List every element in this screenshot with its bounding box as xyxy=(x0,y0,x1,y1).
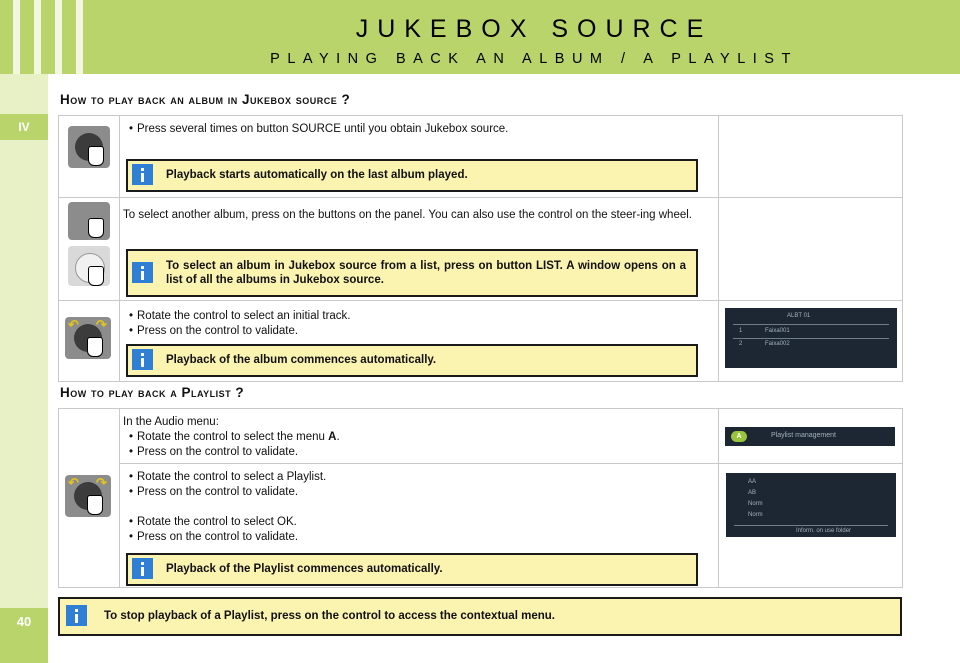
table-row xyxy=(120,409,902,463)
info-icon xyxy=(132,349,153,370)
page-subtitle: PLAYING BACK AN ALBUM / A PLAYLIST xyxy=(270,51,798,67)
menu-label: Playlist management xyxy=(771,432,836,439)
source-button-icon xyxy=(68,126,110,168)
rotary-control-icon xyxy=(65,317,111,359)
screen-item-number: 2 xyxy=(739,341,743,347)
info-icon xyxy=(132,558,153,579)
menu-badge: A xyxy=(731,431,747,442)
rotate-right-arrow-icon: ↷ xyxy=(96,475,107,490)
page-header xyxy=(108,0,960,74)
step-text: To select another album, press on the buttons on the panel. You can also use the control on the steer-ing wheel. xyxy=(123,209,692,221)
column-divider xyxy=(718,301,719,382)
screen-title: ALBT 01 xyxy=(787,313,811,319)
table-row xyxy=(59,300,902,382)
step-text xyxy=(123,122,713,137)
bullet-item xyxy=(123,430,713,445)
stripe xyxy=(34,0,41,74)
info-text: Playback starts automatically on the last album played. xyxy=(166,169,468,181)
icon-cell xyxy=(59,409,120,587)
section-heading-playlist: How to play back a Playlist ? xyxy=(60,385,245,400)
steering-control-icon xyxy=(68,246,110,286)
table-row xyxy=(59,116,902,197)
screen-footer-text: Inform. on use folder xyxy=(796,528,852,534)
screen-item: Norm xyxy=(748,501,763,507)
section-heading-album: How to play back an album in Jukebox source ? xyxy=(60,92,351,107)
hand-press-icon xyxy=(87,495,103,515)
bullet-item: • Rotate the control to select OK. xyxy=(123,515,713,530)
info-text: Playback of the Playlist commences automatically. xyxy=(166,563,443,575)
screen-item-number: 1 xyxy=(739,328,743,334)
playlist-table xyxy=(58,408,903,588)
page-number-tab xyxy=(0,608,48,663)
rotate-left-arrow-icon: ↶ xyxy=(68,317,79,332)
intro-text: In the Audio menu: xyxy=(123,416,219,428)
bullet-text: Rotate the control to select the menu xyxy=(137,431,329,443)
bullet-item: • Press on the control to validate. xyxy=(123,445,713,460)
hand-press-icon xyxy=(88,266,104,286)
spacer xyxy=(123,500,713,515)
screen-item: Faixa002 xyxy=(765,341,790,347)
stripe-decoration xyxy=(0,0,108,74)
step-text xyxy=(123,470,713,545)
info-box xyxy=(126,159,698,192)
hand-press-icon xyxy=(88,146,104,166)
bullet-item: • Press on the control to validate. xyxy=(123,485,713,500)
stripe xyxy=(55,0,62,74)
bullet-item: • Press several times on button SOURCE until you obtain Jukebox source. xyxy=(123,122,713,137)
screen-divider xyxy=(733,338,889,339)
icon-cell xyxy=(59,301,120,382)
bullet-item: • Press on the control to validate. xyxy=(123,530,713,545)
screen-item: AB xyxy=(748,490,757,496)
chapter-tab xyxy=(0,114,48,140)
info-icon xyxy=(132,262,153,283)
panel-buttons-icon xyxy=(68,202,110,240)
bullet-item: • Rotate the control to select an initial track. xyxy=(123,309,713,324)
page-title: JUKEBOX SOURCE xyxy=(355,15,713,43)
screen-item: AA xyxy=(748,479,757,485)
info-icon xyxy=(132,164,153,185)
chapter-label: IV xyxy=(18,120,30,134)
table-row xyxy=(59,197,902,301)
column-divider xyxy=(718,116,719,197)
stripe xyxy=(76,0,83,74)
info-box xyxy=(126,553,698,586)
bullet-punct: . xyxy=(336,431,340,443)
rotary-control-icon xyxy=(65,475,111,517)
info-text: To select an album in Jukebox source from a list, press on button LIST. A window opens on a list of all the albums in Jukebox source. xyxy=(166,260,686,286)
bullet-item: • Rotate the control to select a Playlist. xyxy=(123,470,713,485)
icon-cell xyxy=(59,116,120,197)
footer-info-text: To stop playback of a Playlist, press on the control to access the contextual menu. xyxy=(104,610,555,622)
info-text: Playback of the album commences automatically. xyxy=(166,354,437,366)
step-text xyxy=(123,415,713,460)
footer-info-box xyxy=(58,597,902,636)
screen-item: Faixa001 xyxy=(765,328,790,334)
page-number: 40 xyxy=(16,614,32,629)
album-list-screen xyxy=(725,308,897,368)
screen-divider xyxy=(733,324,889,325)
column-divider xyxy=(718,198,719,301)
info-icon xyxy=(66,605,87,626)
playlist-list-screen xyxy=(726,473,896,537)
album-table xyxy=(58,115,903,382)
rotate-left-arrow-icon: ↶ xyxy=(68,475,79,490)
info-box xyxy=(126,344,698,377)
bullet-item: • Press on the control to validate. xyxy=(123,324,713,339)
icon-cell xyxy=(59,198,120,301)
step-text xyxy=(123,309,713,339)
left-sidebar xyxy=(0,0,48,663)
hand-press-icon xyxy=(88,218,104,238)
menu-key: A xyxy=(328,431,337,443)
hand-press-icon xyxy=(87,337,103,357)
playlist-menu-screen xyxy=(725,427,895,446)
screen-item: Norm xyxy=(748,512,763,518)
rotate-right-arrow-icon: ↷ xyxy=(96,317,107,332)
info-box xyxy=(126,249,698,297)
screen-divider xyxy=(734,525,888,526)
stripe xyxy=(13,0,20,74)
table-row xyxy=(120,463,902,588)
